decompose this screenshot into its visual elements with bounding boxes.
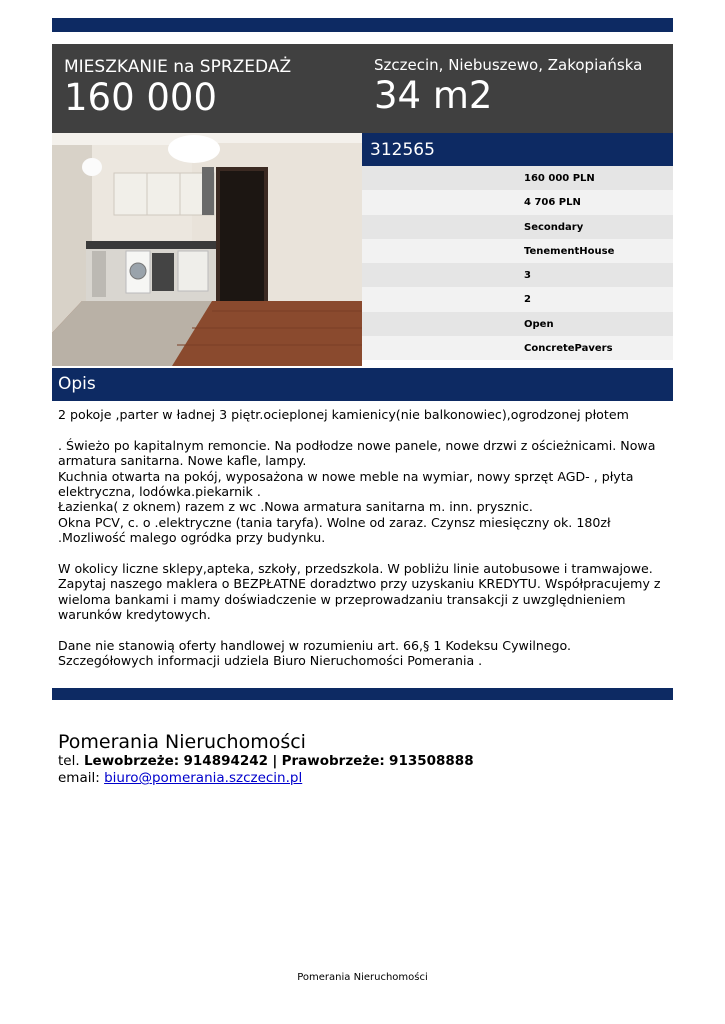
description-heading: Opis bbox=[52, 368, 673, 401]
email-link[interactable]: biuro@pomerania.szczecin.pl bbox=[104, 770, 303, 786]
phone1-number[interactable]: 914894242 bbox=[183, 753, 269, 769]
phone1-label: Lewobrzeże: bbox=[83, 753, 180, 769]
description-body bbox=[58, 407, 668, 669]
location: Szczecin, Niebuszewo, Zakopiańska bbox=[374, 56, 643, 74]
apartment-photo bbox=[52, 133, 362, 366]
phone-separator: | bbox=[272, 753, 278, 769]
detail-building-type: TenementHouse bbox=[362, 239, 673, 263]
area: 34 m2 bbox=[374, 74, 493, 117]
detail-price-per-m2: 4 706 PLN bbox=[362, 190, 673, 214]
detail-rooms: 2 bbox=[362, 287, 673, 311]
tel-label: tel. bbox=[58, 753, 80, 769]
detail-price: 160 000 PLN bbox=[362, 166, 673, 190]
company-name: Pomerania Nieruchomości bbox=[58, 731, 306, 753]
detail-surface: ConcretePavers bbox=[362, 336, 673, 360]
description-paragraph: W okolicy liczne sklepy,apteka, szkoły, przedszkola. W pobliżu linie autobusowe i tramwajowe. Zapytaj naszego maklera o BEZPŁATNE doradztwo przy uzyskaniu KREDYTU. Współpracujemy z wieloma bankami i mamy doświadczenie w przeprowadzaniu transakcji z uwzględnieniem warunków kredytowych. bbox=[58, 561, 661, 623]
description-paragraph: . Świeżo po kapitalnym remoncie. Na podłodze nowe panele, nowe drzwi z ościeżnicami. Nowa armatura sanitarna. Nowe kafle, lampy. Kuchnia otwarta na pokój, wyposażona w nowe meble na wymiar, nowy sprzęt AGD- , płyta elektryczna, lodówka.piekarnik . Łazienka( z oknem) razem z wc .Nowa armatura sanitarna m. inn. prysznic. Okna PCV, c. o .elektryczne (tania taryfa). Wolne od zaraz. Czynsz miesięczny ok. 180zł .Mozliwość malego ogródka przy budynku. bbox=[58, 437, 656, 546]
page-footer: Pomerania Nieruchomości bbox=[297, 972, 428, 983]
email-line bbox=[58, 770, 302, 786]
detail-market: Secondary bbox=[362, 215, 673, 239]
description-paragraph: Dane nie stanowią oferty handlowej w rozumieniu art. 66,§ 1 Kodeksu Cywilnego. Szczegółowych informacji udziela Biuro Nieruchomości Pomerania . bbox=[58, 638, 572, 669]
details-table bbox=[362, 166, 673, 360]
detail-floors: 3 bbox=[362, 263, 673, 287]
section-divider-bar bbox=[52, 688, 673, 700]
reference-number: 312565 bbox=[362, 133, 673, 166]
phone2-label: Prawobrzeże: bbox=[281, 753, 385, 769]
price: 160 000 bbox=[64, 76, 218, 119]
offer-type: MIESZKANIE na SPRZEDAŻ bbox=[64, 57, 292, 77]
detail-kitchen: Open bbox=[362, 312, 673, 336]
phone-line bbox=[58, 753, 474, 769]
top-decorative-bar bbox=[52, 18, 673, 32]
listing-header bbox=[52, 44, 673, 133]
description-paragraph: 2 pokoje ,parter w ładnej 3 piętr.ocieplonej kamienicy(nie balkonowiec),ogrodzonej płotem bbox=[58, 407, 629, 422]
phone2-number[interactable]: 913508888 bbox=[389, 753, 474, 769]
email-label: email: bbox=[58, 770, 100, 786]
